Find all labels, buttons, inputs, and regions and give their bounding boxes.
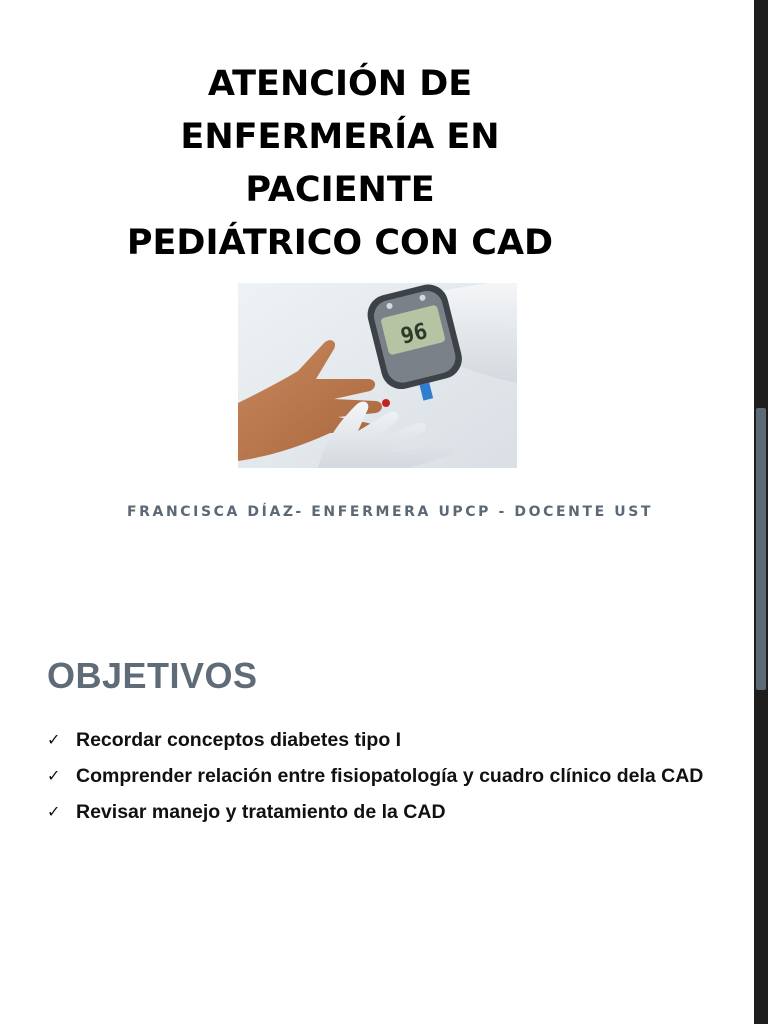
- title-line-4: PEDIÁTRICO CON CAD: [126, 223, 554, 263]
- list-item-text: Revisar manejo y tratamiento de la CAD: [76, 801, 446, 823]
- slide-objectives: [0, 600, 754, 1024]
- glucose-meter-illustration: [238, 283, 517, 468]
- check-icon: ✓: [47, 766, 61, 785]
- slide-title-heading: [40, 58, 640, 270]
- objectives-heading: OBJETIVOS: [47, 655, 258, 696]
- objectives-list: [47, 727, 707, 835]
- check-icon: ✓: [47, 730, 61, 749]
- list-item-text: Recordar conceptos diabetes tipo I: [76, 729, 402, 751]
- vertical-scrollbar[interactable]: [754, 0, 768, 1024]
- scrollbar-thumb[interactable]: [756, 408, 766, 690]
- title-line-3: PACIENTE: [245, 170, 435, 210]
- list-item: [47, 799, 707, 825]
- title-line-2: ENFERMERÍA EN: [180, 117, 500, 157]
- meter-reading: 96: [398, 319, 431, 350]
- list-item: [47, 727, 707, 753]
- check-icon: ✓: [47, 802, 61, 821]
- author-line: FRANCISCA DÍAZ- ENFERMERA UPCP - DOCENTE UST: [126, 504, 654, 520]
- title-line-1: ATENCIÓN DE: [207, 64, 473, 104]
- glucose-meter-photo: [238, 283, 517, 468]
- list-item-text: Comprender relación entre fisiopatología y cuadro clínico dela CAD: [76, 765, 704, 787]
- list-item: [47, 763, 707, 789]
